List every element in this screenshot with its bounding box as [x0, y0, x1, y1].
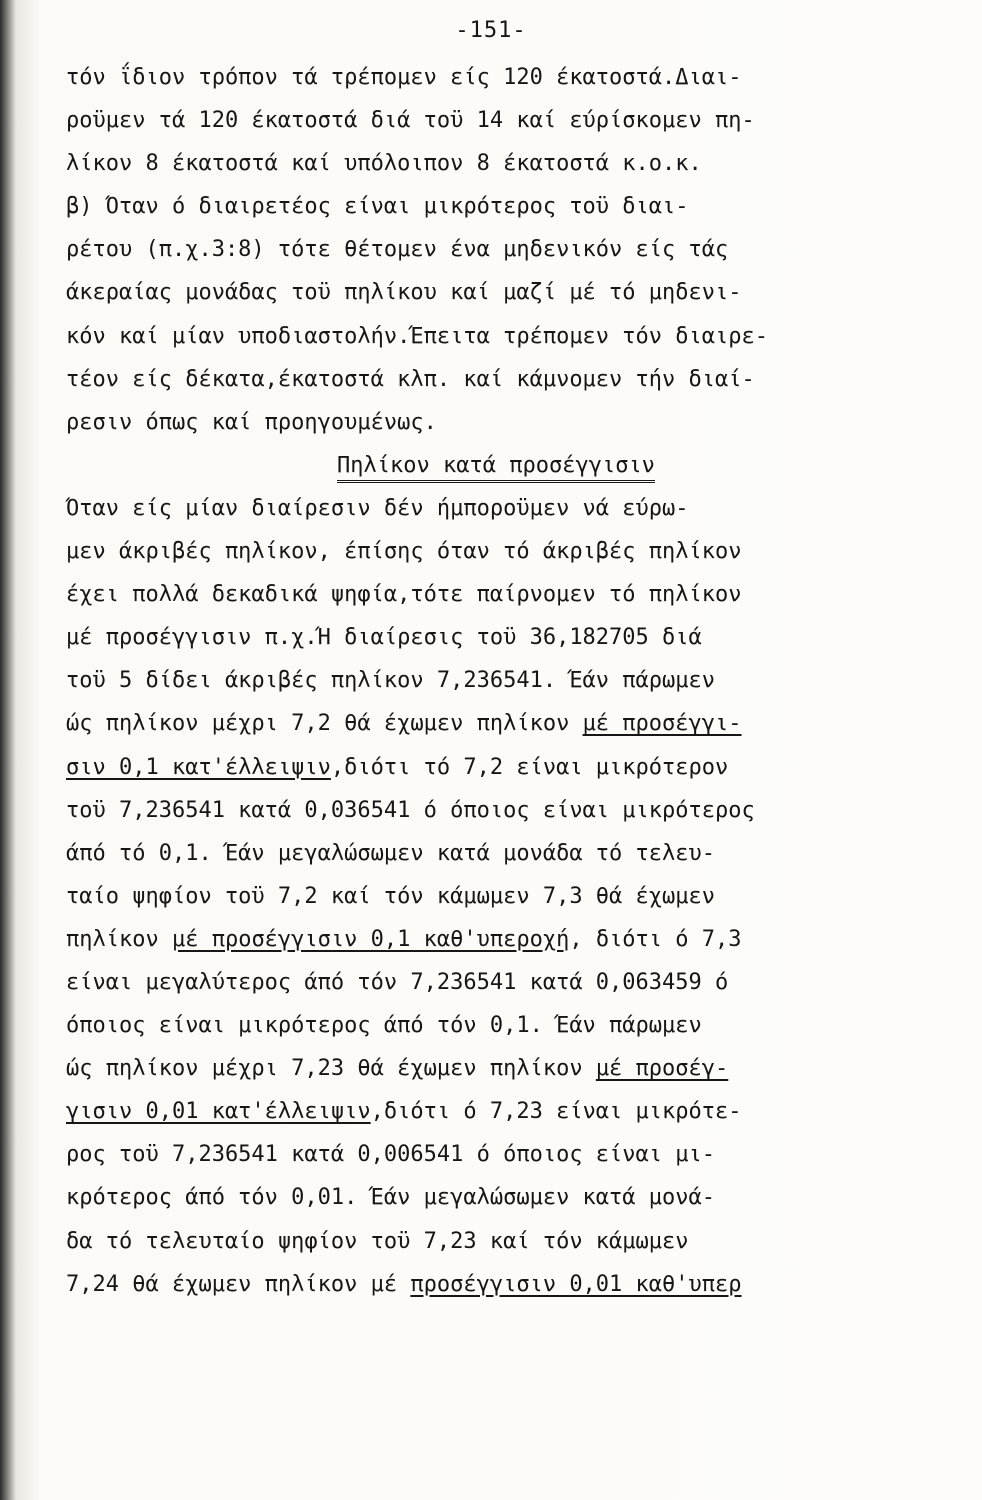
text-line	[66, 702, 926, 745]
text-line	[66, 358, 926, 401]
text-line	[66, 1176, 926, 1219]
underlined-text: μέ προσέγ-	[595, 1056, 729, 1082]
text-segment: μεν άκριβές πηλίκον, έπίσης όταν τό άκριβές πηλίκον	[66, 539, 742, 565]
underlined-text: γισιν 0,01 κατ'έλλειψιν	[66, 1099, 371, 1125]
text-segment: ρέτου (π.χ.3:8) τότε θέτομεν ένα μηδενικόν είς τάς	[66, 237, 729, 263]
text-line	[66, 789, 926, 832]
text-segment: τοϋ 7,236541 κατά 0,036541 ό όποιος είναι μικρότερος	[66, 797, 755, 823]
text-line	[66, 573, 926, 616]
text-segment: ταίο ψηφίον τοϋ 7,2 καί τόν κάμωμεν 7,3 θά έχωμεν	[66, 883, 716, 909]
text-segment: άπό τό 0,1. Έάν μεγαλώσωμεν κατά μονάδα τό τελευ-	[66, 840, 716, 866]
text-line	[66, 659, 926, 702]
body-text	[66, 56, 926, 1306]
text-segment: Όταν είς μίαν διαίρεσιν δέν ήμποροϋμεν νά εύρω-	[66, 495, 689, 521]
text-segment: είναι μεγαλύτερος άπό τόν 7,236541 κατά 0,063459 ό	[66, 969, 729, 995]
text-segment: μέ προσέγγισιν π.χ.Ή διαίρεσις τοϋ 36,182705 διά	[66, 625, 702, 651]
text-line	[66, 875, 926, 918]
text-segment: όποιος είναι μικρότερος άπό τόν 0,1. Έάν πάρωμεν	[66, 1013, 702, 1039]
text-segment: ροϋμεν τά 120 έκατοστά διά τοϋ 14 καί εύρίσκομεν πη-	[66, 108, 755, 134]
text-line	[66, 228, 926, 271]
text-line	[66, 315, 926, 358]
text-segment: ,διότι τό 7,2 είναι μικρότερον	[330, 754, 729, 780]
text-line	[66, 1133, 926, 1176]
text-line	[66, 1090, 926, 1133]
text-line	[66, 444, 926, 487]
text-segment: τέον είς δέκατα,έκατοστά κλπ. καί κάμνομεν τήν διαί-	[66, 366, 755, 392]
text-segment: πηλίκον	[66, 926, 172, 952]
text-segment: 7,24 θά έχωμεν πηλίκον μέ	[66, 1271, 411, 1297]
text-segment: άκεραίας μονάδας τοϋ πηλίκου καί μαζί μέ τό μηδενι-	[66, 280, 742, 306]
text-segment: τοϋ 5 δίδει άκριβές πηλίκον 7,236541. Έάν πάρωμεν	[66, 668, 716, 694]
text-line	[66, 401, 926, 444]
text-line	[66, 487, 926, 530]
text-segment: ,διότι ό 7,23 είναι μικρότε-	[370, 1099, 742, 1125]
text-line	[66, 271, 926, 314]
text-line	[66, 832, 926, 875]
text-line	[66, 530, 926, 573]
text-line	[66, 1220, 926, 1263]
text-line	[66, 1263, 926, 1306]
text-line	[66, 56, 926, 99]
text-segment: τόν ΐδιον τρόπον τά τρέπομεν είς 120 έκατοστά.Διαι-	[66, 65, 742, 90]
text-segment: ώς πηλίκον μέχρι 7,2 θά έχωμεν πηλίκον	[66, 711, 583, 737]
underlined-text: προσέγγισιν 0,01 καθ'υπερ	[410, 1271, 742, 1297]
text-line	[66, 185, 926, 228]
text-line	[66, 961, 926, 1004]
text-line	[66, 1004, 926, 1047]
text-segment: έχει πολλά δεκαδικά ψηφία,τότε παίρνομεν τό πηλίκον	[66, 582, 742, 608]
text-line	[66, 746, 926, 789]
text-line	[66, 142, 926, 185]
section-heading: Πηλίκον κατά προσέγγισιν	[337, 453, 655, 483]
text-line	[66, 1047, 926, 1090]
text-segment: κρότερος άπό τόν 0,01. Έάν μεγαλώσωμεν κατά μονά-	[66, 1185, 716, 1211]
underlined-text: σιν 0,1 κατ'έλλειψιν	[66, 754, 331, 780]
text-segment: ρος τοϋ 7,236541 κατά 0,006541 ό όποιος είναι μι-	[66, 1142, 716, 1168]
page-number: -151-	[455, 18, 527, 43]
text-line	[66, 616, 926, 659]
text-segment: ώς πηλίκον μέχρι 7,23 θά έχωμεν πηλίκον	[66, 1056, 596, 1082]
underlined-text: μέ προσέγγι-	[582, 711, 742, 737]
text-line	[66, 99, 926, 142]
text-segment: λίκον 8 έκατοστά καί υπόλοιπον 8 έκατοστά κ.ο.κ.	[66, 151, 702, 177]
text-segment: β) Όταν ό διαιρετέος είναι μικρότερος τοϋ διαι-	[66, 194, 689, 220]
text-segment: , διότι ό 7,3	[569, 926, 742, 952]
text-segment: κόν καί μίαν υποδιαστολήν.Έπειτα τρέπομεν τόν διαιρε-	[66, 323, 768, 349]
text-line	[66, 918, 926, 961]
underlined-text: μέ προσέγγισιν 0,1 καθ'υπεροχή	[171, 926, 570, 952]
text-segment: δα τό τελευταίο ψηφίον τοϋ 7,23 καί τόν κάμωμεν	[66, 1228, 689, 1254]
text-segment: ρεσιν όπως καί προηγουμένως.	[66, 409, 437, 435]
